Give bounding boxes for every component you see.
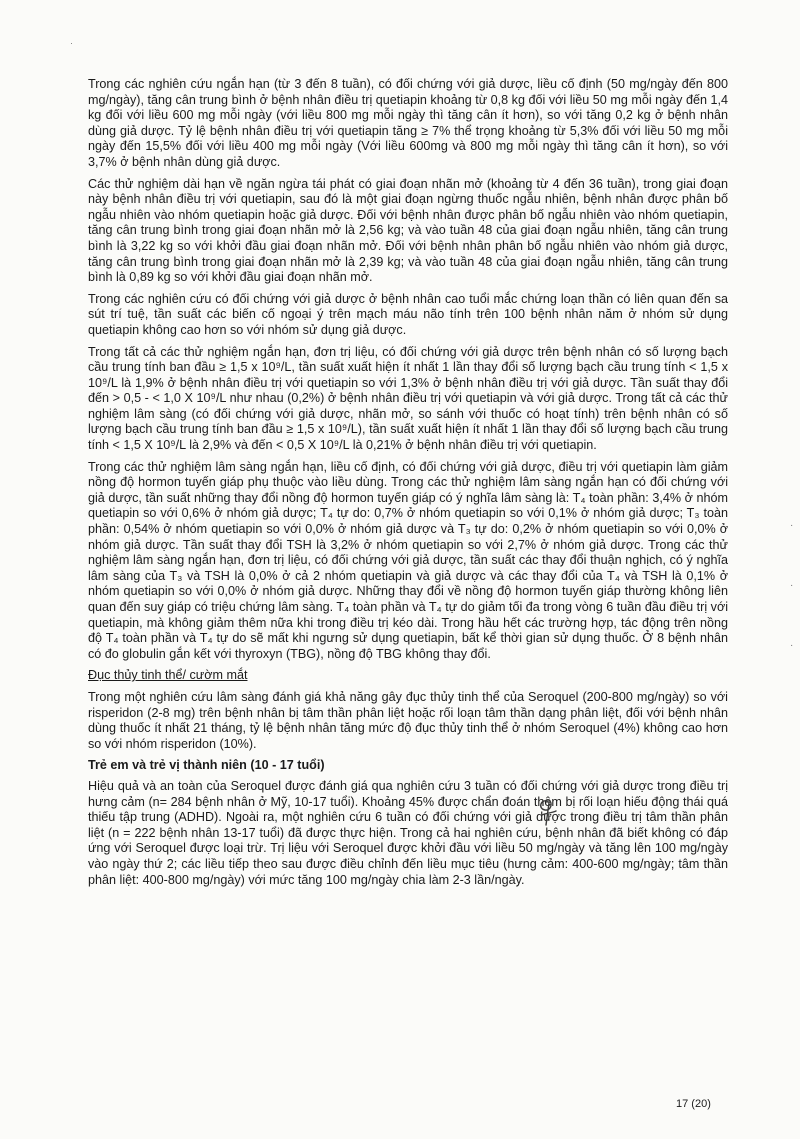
paragraph-cerebrovascular: Trong các nghiên cứu có đối chứng với giả dược ở bệnh nhân cao tuổi mắc chứng loạn thần có liên quan đến sa sút trí tuệ, tần suất các biến cố ngoại ý trên mạch máu não tính trên 100 bệnh nhân năm ở nhóm sử dụng quetiapin không cao hơn so với nhóm sử dụng giả dược. xyxy=(88,291,728,337)
scan-speck: · xyxy=(790,640,794,651)
paragraph-pediatric: Hiệu quả và an toàn của Seroquel được đánh giá qua nghiên cứu 3 tuần có đối chứng với giả dược trong điều trị hưng cảm (n= 284 bệnh nhân ở Mỹ, 10-17 tuổi). Khoảng 45% được chẩn đoán thêm bị rối loạn hiếu động thái quá thiếu tập trung (ADHD). Ngoài ra, một nghiên cứu 6 tuần có đối chứng với giả dược trong điều trị tâm thần phân liệt (n = 222 bệnh nhân 13-17 tuổi) đã được thực hiện. Trong cả hai nghiên cứu, bệnh nhân đã biết không có đáp ứng với Seroquel được loại trừ. Trị liệu với Seroquel được khởi đầu với liều 50 mg/ngày và tăng lên 100 mg/ngày vào ngày thứ 2; các liều tiếp theo sau được điều chỉnh đến liều mục tiêu (hưng cảm: 400-600 mg/ngày; tâm thần phân liệt: 400-800 mg/ngày) với mức tăng 100 mg/ngày chia làm 2-3 lần/ngày. xyxy=(88,778,728,887)
paragraph-neutrophil: Trong tất cả các thử nghiệm ngắn hạn, đơn trị liệu, có đối chứng với giả dược trên bệnh nhân có số lượng bạch cầu trung tính ban đầu ≥ 1,5 x 10⁹/L, tần suất xuất hiện ít nhất 1 lần thay đổi số lượng bạch cầu trung tính < 1,5 x 10⁹/L là 1,9% ở bệnh nhân điều trị với quetiapin so với 1,3% ở bệnh nhân điều trị với giả dược. Tần suất thay đổi đến > 0,5 - < 1,0 X 10⁹/L như nhau (0,2%) ở bệnh nhân điều trị với quetiapin và với giả dược. Trong tất cả các thử nghiệm lâm sàng (có đối chứng với giả dược, nhãn mở, so sánh với thuốc có hoạt tính) trên bệnh nhân có số lượng bạch cầu trung tính ban đầu ≥ 1,5 x 10⁹/L), tần suất xuất hiện ít nhất 1 lần thay đổi số lượng bạch cầu trung tính < 1,5 X 10⁹/L là 2,9% và đến < 0,5 X 10⁹/L là 0,21% ở bệnh nhân điều trị với quetiapin. xyxy=(88,344,728,453)
scan-speck: · xyxy=(790,580,794,591)
scan-speck: · xyxy=(790,520,794,531)
heading-cataract: Đục thủy tinh thể/ cườm mắt xyxy=(88,668,248,683)
document-body xyxy=(88,77,728,894)
paragraph-thyroid: Trong các thử nghiệm lâm sàng ngắn hạn, liều cố định, có đối chứng với giả dược, điều trị với quetiapin làm giảm nồng độ hormon tuyến giáp phụ thuộc vào liều dùng. Trong các thử nghiệm lâm sàng ngắn hạn có đối chứng với giả dược, tần suất những thay đổi nồng độ hormon tuyến giáp có ý nghĩa lâm sàng là: T₄ toàn phần: 3,4% ở nhóm quetiapin so với 0,6% ở nhóm giả dược; T₄ tự do: 0,7% ở nhóm quetiapin so với 0,1% ở nhóm giả dược; T₃ toàn phần: 0,54% ở nhóm quetiapin so với 0,0% ở nhóm giả dược và T₃ tự do: 0,2% ở nhóm quetiapin so với 0,0% ở nhóm giả dược. Tần suất thay đổi TSH là 3,2% ở nhóm quetiapin so với 2,7% ở nhóm giả dược. Trong các thử nghiệm lâm sàng ngắn hạn, đơn trị liệu, có đối chứng với giả dược, tần suất các thay đổi thuận nghịch, có ý nghĩa lâm sàng của T₃ và TSH là 0,0% ở cả 2 nhóm quetiapin và giả dược và các thay đổi của T₄ và TSH là 0,1% ở nhóm quetiapin so với 0,0% ở nhóm giả dược. Những thay đổi về nồng độ hormon tuyến giáp thường không liên quan đến suy giáp có triệu chứng lâm sàng. T₄ toàn phần và T₄ tự do giảm tối đa trong vòng 6 tuần đầu điều trị với quetiapin, mà không giảm thêm nữa khi trong điều trị kéo dài. Trong hầu hết các trường hợp, tác động trên nồng độ T₄ toàn phần và T₄ tự do sẽ mất khi ngưng sử dụng quetiapin, bất kể thời gian sử dụng thuốc. Ở 8 bệnh nhân có đo globulin gắn kết với thyroxyn (TBG), nồng độ TBG không thay đổi. xyxy=(88,459,728,661)
paragraph-cataract: Trong một nghiên cứu lâm sàng đánh giá khả năng gây đục thủy tinh thể của Seroquel (200-800 mg/ngày) so với risperidon (2-8 mg) trên bệnh nhân bị tâm thần phân liệt hoặc rối loạn tâm thần dạng phân liệt, đối với bệnh nhân dùng thuốc ít nhất 21 tháng, tỷ lệ bệnh nhân tăng mức độ đục thủy tinh thể ở nhóm Seroquel (4%) không cao hơn so với nhóm risperidon (10%). xyxy=(88,689,728,751)
scan-speck: · xyxy=(70,38,73,48)
heading-pediatric: Trẻ em và trẻ vị thành niên (10 - 17 tuổi) xyxy=(88,758,325,773)
paragraph-weight-gain-short-term: Trong các nghiên cứu ngắn hạn (từ 3 đến 8 tuần), có đối chứng với giả dược, liều cố định (50 mg/ngày đến 800 mg/ngày), tăng cân trung bình ở bệnh nhân điều trị quetiapin khoảng từ 0,8 kg đối với liều 50 mg mỗi ngày đến 1,4 kg đối với liều 600 mg mỗi ngày (với liều 800 mg mỗi ngày thì tăng cân ít hơn), so với tăng 0,2 kg ở bệnh nhân dùng giả dược. Tỷ lệ bệnh nhân điều trị với quetiapin tăng ≥ 7% thể trọng khoảng từ 5,3% đối với liều 50 mg mỗi ngày đến 15,5% đối với liều 400 mg mỗi ngày (Với liều 600mg và 800 mg mỗi ngày thì tăng cân ít hơn), so với 3,7% ở bệnh nhân dùng giả dược. xyxy=(88,77,728,169)
paragraph-weight-gain-long-term: Các thử nghiệm dài hạn về ngăn ngừa tái phát có giai đoạn nhãn mở (khoảng từ 4 đến 36 tuần), trong giai đoạn này bệnh nhân điều trị với quetiapin, sau đó là một giai đoạn ngừng thuốc ngẫu nhiên, bệnh nhân được phân bố ngẫu nhiên vào nhóm quetiapin hoặc giả dược. Đối với bệnh nhân được phân bố ngẫu nhiên vào nhóm quetiapin, tăng cân trung bình trong giai đoạn nhãn mở là 2,56 kg; và vào tuần 48 của giai đoạn ngẫu nhiên, tăng cân trung bình là 3,22 kg so với khởi đầu giai đoạn nhãn mở. Đối với bệnh nhân phân bố ngẫu nhiên vào nhóm giả dược, tăng cân trung bình trong giai đoạn nhãn mở là 2,39 kg; và vào tuần 48 của giai đoạn ngẫu nhiên, tăng cân trung bình là 0,89 kg so với khởi đầu giai đoạn nhãn mở. xyxy=(88,176,728,285)
initials-signature xyxy=(532,795,562,829)
page-number: 17 (20) xyxy=(676,1098,711,1110)
